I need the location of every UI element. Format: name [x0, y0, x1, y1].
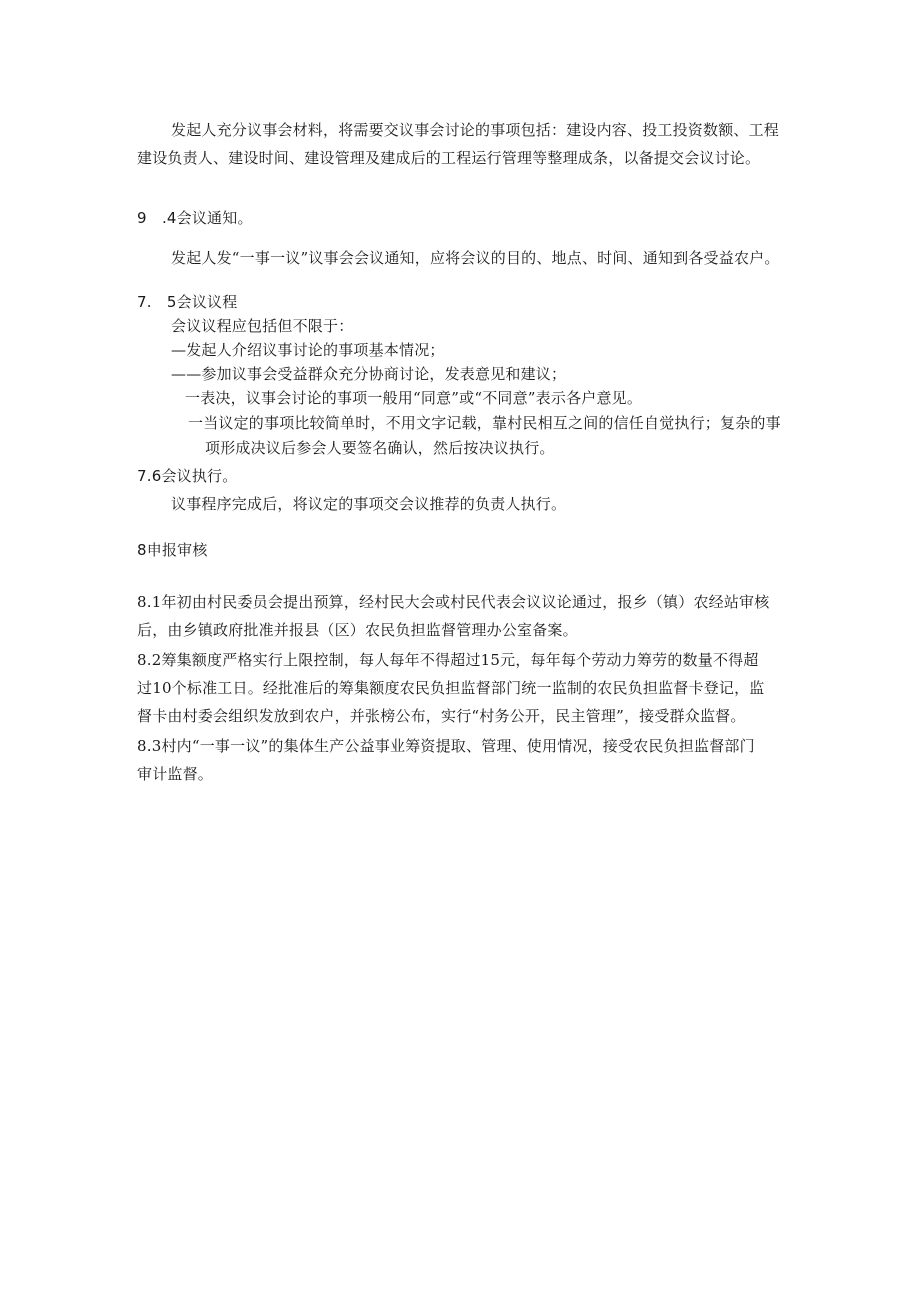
- agenda-intro: 会议议程应包括但不限于：: [171, 317, 354, 335]
- paragraph-materials-line-2: 建设负责人、建设时间、建设管理及建成后的工程运行管理等整理成条，以备提交会议讨论。: [137, 149, 761, 167]
- clause-8-1-line-1: 8.1年初由村民委员会提出预算，经村民大会或村民代表会议议论通过，报乡（镇）农经站审核: [137, 593, 770, 611]
- clause-8-1-line-2: 后，由乡镇政府批准并报县（区）农民负担监督管理办公室备案。: [137, 621, 578, 639]
- clause-8-3-line-2: 审计监督。: [137, 765, 214, 783]
- paragraph-meeting-execution: 议事程序完成后，将议定的事项交会议推荐的负责人执行。: [171, 495, 567, 513]
- clause-8-3-line-1: 8.3村内“一事一议”的集体生产公益事业筹资提取、管理、使用情况，接受农民负担监督部门: [137, 737, 755, 755]
- agenda-item-2: ——参加议事会受益群众充分协商讨论，发表意见和建议；: [171, 365, 567, 383]
- agenda-item-3: 一表决，议事会讨论的事项一般用“同意”或“不同意”表示各户意见。: [185, 389, 643, 407]
- section-heading-meeting-execution: 7.6会议执行。: [137, 467, 238, 485]
- clause-8-2-line-2: 过10个标准工日。经批准后的筹集额度农民负担监督部门统一监制的农民负担监督卡登记，监: [137, 679, 765, 697]
- agenda-item-4-line-2: 项形成决议后参会人要签名确认，然后按决议执行。: [205, 439, 555, 457]
- paragraph-materials-line-1: 发起人充分议事会材料，将需要交议事会讨论的事项包括：建设内容、投工投资数额、工程: [171, 121, 780, 139]
- section-heading-meeting-notice: 9 .4会议通知。: [137, 209, 253, 227]
- paragraph-meeting-notice: 发起人发“一事一议”议事会会议通知，应将会议的目的、地点、时间、通知到各受益农户。: [171, 249, 780, 267]
- agenda-item-1: —发起人介绍议事讨论的事项基本情况；: [171, 341, 445, 359]
- section-heading-declaration-review: 8申报审核: [137, 541, 208, 559]
- agenda-item-4-line-1: 一当议定的事项比较简单时，不用文字记载，靠村民相互之间的信任自觉执行；复杂的事: [188, 414, 781, 432]
- clause-8-2-line-1: 8.2筹集额度严格实行上限控制，每人每年不得超过15元，每年每个劳动力筹劳的数量不得超: [137, 651, 759, 669]
- section-heading-meeting-agenda: 7. 5会议议程: [137, 293, 238, 311]
- clause-8-2-line-3: 督卡由村委会组织发放到农户，并张榜公布，实行“村务公开，民主管理”，接受群众监督。: [137, 707, 746, 725]
